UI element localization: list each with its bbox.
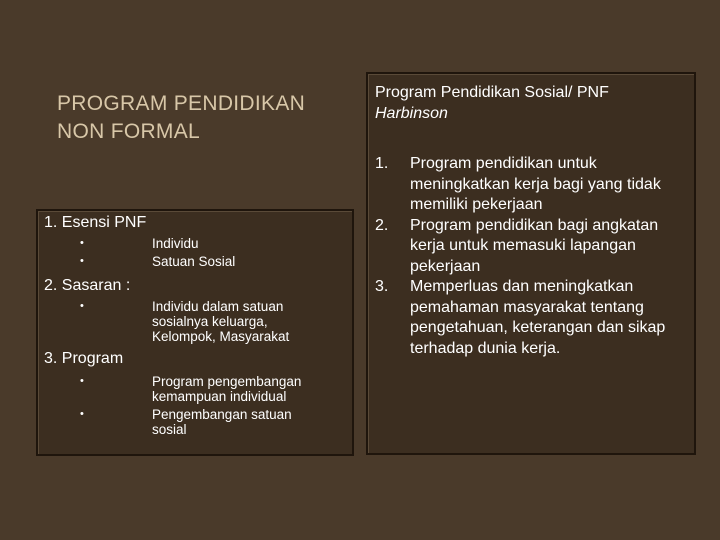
item-number: 2. (375, 216, 389, 234)
item-number: 3. (375, 278, 389, 295)
section-sasaran (44, 277, 130, 295)
item-text: Program pendidikan untuk meningkatkan kerja bagi yang tidak memiliki pekerjaan (410, 155, 661, 213)
bullet-icon: • (80, 237, 84, 249)
slide-title: PROGRAM PENDIDIKAN NON FORMAL (57, 92, 306, 143)
bullet-list-esensi (80, 236, 236, 269)
left-content-box (36, 209, 354, 456)
bullet-icon: • (80, 375, 84, 387)
list-item: • Pengembangan satuan sosial (80, 407, 292, 437)
numbered-list (375, 154, 693, 359)
section-heading: 3. Program (44, 350, 124, 367)
bullet-list-sasaran (80, 299, 326, 344)
section-program (44, 350, 123, 368)
section-heading: 1. Esensi PNF (44, 214, 147, 231)
list-item: • Individu (80, 236, 199, 251)
item-text: Memperluas dan meningkatkan pemahaman masyarakat tentang pengetahuan, keterangan dan sikap terhadap dunia kerja. (410, 278, 666, 357)
right-content-box (366, 72, 696, 455)
list-item: • Satuan Sosial (80, 254, 236, 269)
bullet-icon: • (80, 408, 84, 420)
right-heading (375, 82, 690, 124)
item-text: Program pendidikan bagi angkatan kerja untuk memasuki lapangan pekerjaan (410, 216, 659, 275)
right-heading-title: Program Pendidikan Sosial/ PNF (375, 84, 609, 101)
list-item (375, 277, 693, 359)
list-item: • Program pengembangan kemampuan individual (80, 374, 302, 404)
list-item: • Individu dalam satuan sosialnya keluarga, Kelompok, Masyarakat (80, 299, 290, 344)
list-item (375, 216, 693, 278)
item-number: 1. (375, 155, 389, 172)
bullet-icon: • (80, 300, 84, 312)
list-item (375, 154, 693, 216)
section-esensi (44, 214, 146, 232)
section-heading: 2. Sasaran : (44, 277, 131, 294)
bullet-icon: • (80, 255, 84, 267)
bullet-list-program (80, 374, 326, 437)
right-heading-author: Harbinson (375, 105, 448, 122)
